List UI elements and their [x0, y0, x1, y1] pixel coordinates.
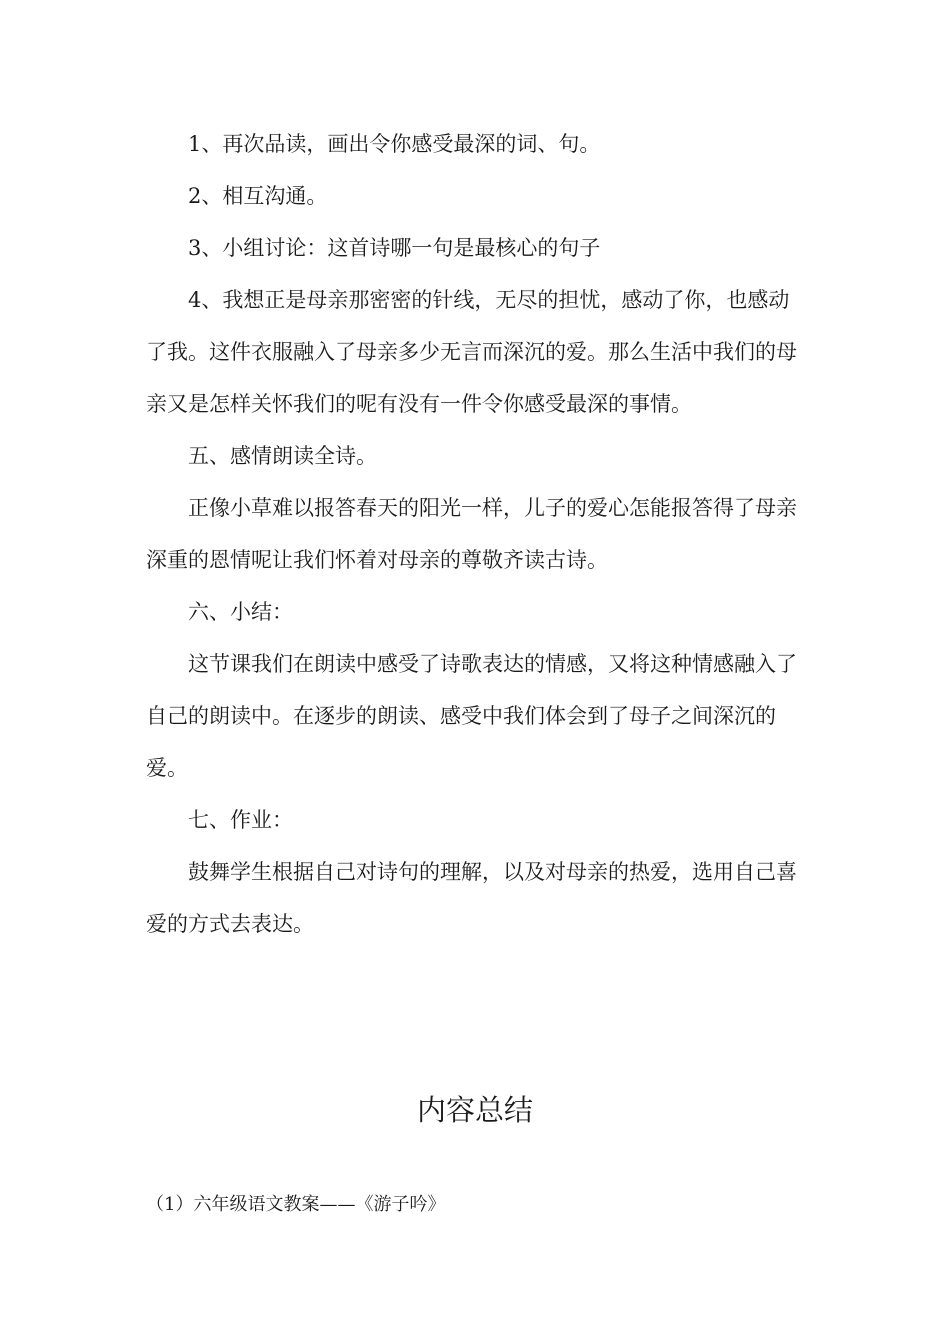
section-7-heading: 七、作业：: [188, 808, 293, 832]
section-6-heading: 六、小结：: [188, 600, 293, 624]
step-1-paragraph: 1、再次品读，画出令你感受最深的词、句。: [188, 132, 601, 156]
summary-title: 内容总结: [416, 1093, 533, 1127]
step-3-paragraph: 3、小组讨论：这首诗哪一句是最核心的句子: [188, 236, 601, 260]
section-5-paragraph: 正像小草难以报答春天的阳光一样，儿子的爱心怎能报答得了母亲深重的恩情呢让我们怀着对母亲的尊敬齐读古诗。: [146, 496, 797, 572]
section-5-heading: 五、感情朗读全诗。: [188, 444, 377, 468]
section-7-paragraph: 鼓舞学生根据自己对诗句的理解，以及对母亲的热爱，选用自己喜爱的方式去表达。: [146, 860, 797, 936]
step-4-paragraph: 4、我想正是母亲那密密的针线，无尽的担忧，感动了你，也感动了我。这件衣服融入了母亲多少无言而深沉的爱。那么生活中我们的母亲又是怎样关怀我们的呢有没有一件令你感受最深的事情。: [146, 288, 797, 416]
summary-item: （1）六年级语文教案——《游子吟》: [146, 1194, 446, 1215]
lesson-body: [146, 118, 806, 950]
section-6-paragraph: 这节课我们在朗读中感受了诗歌表达的情感，又将这种情感融入了自己的朗读中。在逐步的朗读、感受中我们体会到了母子之间深沉的爱。: [146, 652, 797, 780]
step-2-paragraph: 2、相互沟通。: [188, 184, 328, 208]
